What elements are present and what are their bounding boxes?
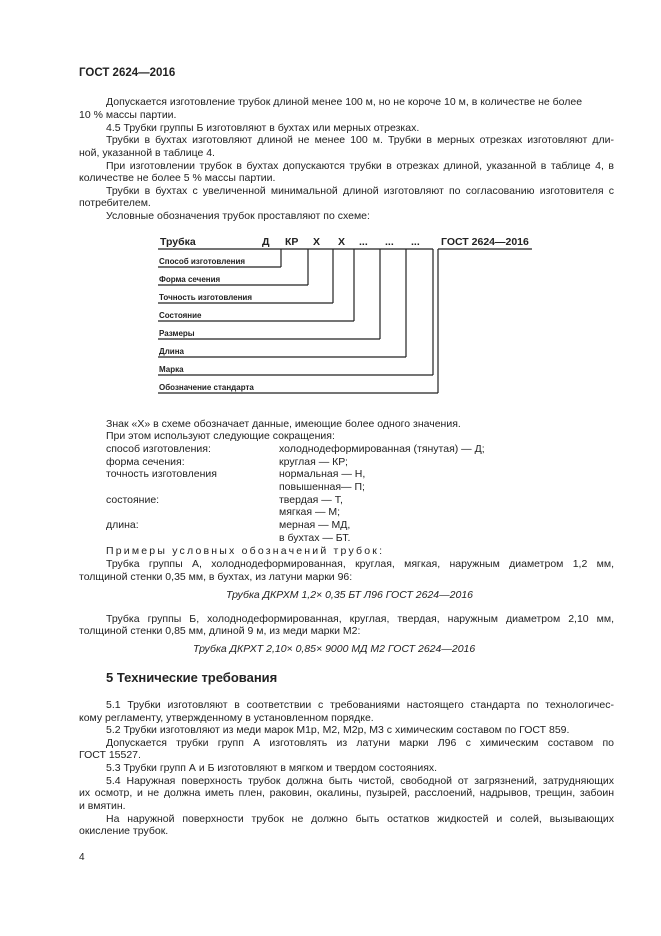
paragraph-line: толщиной стенки 0,35 мм, в бухтах, из латуни марки 96: [79,571,353,583]
paragraph-line: потребителем. [79,197,151,209]
scheme-label: Форма сечения [159,275,221,284]
examples-title: Примеры условных обозначений трубок: [106,545,385,557]
paragraph-line: толщиной стенки 0,85 мм, длиной 9 м, из меди марки М2: [79,625,361,637]
abbr-value: холоднодеформированная (тянутая) — Д; [279,443,485,455]
paragraph-line: Условные обозначения трубок проставляют по схеме: [106,210,370,222]
paragraph-line: Трубки в бухтах изготовляют длиной не менее 100 м. Трубки в мерных отрезках изготовляют дли- [106,134,614,146]
paragraph-line: Трубка группы А, холоднодеформированная, круглая, мягкая, наружным диаметром 1,2 мм, [106,558,614,570]
abbr-value: повышенная— П; [279,481,365,493]
scheme-head-trubka: Трубка [160,236,196,248]
scheme-label: Обозначение стандарта [159,383,254,392]
paragraph-line: ГОСТ 15527. [79,749,141,761]
abbr-value: в бухтах — БТ. [279,532,351,544]
page-number: 4 [79,852,85,863]
abbr-value: круглая — КР; [279,456,348,468]
scheme-label: Марка [159,365,184,374]
abbr-term: способ изготовления: [106,443,211,455]
paragraph-line: ной, указанной в таблице 4. [79,147,215,159]
paragraph-line: количестве не более 5 % массы партии. [79,172,276,184]
abbr-value: мягкая — М; [279,506,341,518]
abbr-term: состояние: [106,494,160,506]
abbr-term: форма сечения: [106,456,185,468]
scheme-head-method: Д [262,236,270,248]
scheme-label: Точность изготовления [159,293,252,302]
example-designation: Трубка ДКРХТ 2,10× 0,85× 9000 МД М2 ГОСТ 2624—2016 [193,643,476,655]
abbr-term: точность изготовления [106,468,217,480]
scheme-head-shape: КР [285,236,299,248]
scheme-head-standard: ГОСТ 2624—2016 [441,236,529,248]
paragraph-line: 5.2 Трубки изготовляют из меди марок М1р, М2, М2р, М3 с химическим составом по ГОСТ 859. [106,724,570,736]
paragraph-line: Трубка группы Б, холоднодеформированная, круглая, твердая, наружным диаметром 2,10 мм, [106,613,614,625]
paragraph-line: 10 % массы партии. [79,109,177,121]
scheme-head-precision: Х [313,236,321,248]
paragraph-line: кому регламенту, утвержденному в установленном порядке. [79,712,374,724]
example-designation: Трубка ДКРХМ 1,2× 0,35 БТ Л96 ГОСТ 2624—2016 [226,589,474,601]
scheme-head-length: ... [385,236,394,248]
paragraph-line: 4.5 Трубки группы Б изготовляют в бухтах или мерных отрезках. [106,122,420,134]
scheme-head-size: ... [359,236,368,248]
paragraph-line: На наружной поверхности трубок не должно быть остатков жидкостей и солей, вызывающих [106,813,614,825]
paragraph-line: 5.1 Трубки изготовляют в соответствии с требованиями настоящего стандарта по технологичес- [106,699,614,711]
scheme-label: Длина [159,347,184,356]
abbr-value: нормальная — Н, [279,468,366,480]
abbr-term: длина: [106,519,139,531]
document-header: ГОСТ 2624—2016 [79,67,176,79]
paragraph-line: Допускается изготовление трубок длиной менее 100 м, но не короче 10 м, в количестве не более [106,96,583,108]
paragraph-line: 5.3 Трубки групп А и Б изготовляют в мягком и твердом состояниях. [106,762,438,774]
paragraph-line: окисление трубок. [79,825,169,837]
paragraph-line: При изготовлении трубок в бухтах допускаются трубки в отрезках длиной, указанной в таблице 4, в [106,160,614,172]
section-title: 5 Технические требования [106,670,278,685]
abbr-value: твердая — Т, [279,494,343,506]
scheme-label: Размеры [159,329,195,338]
scheme-head-state: Х [338,236,346,248]
paragraph-line: При этом используют следующие сокращения: [106,430,335,442]
paragraph-line: Знак «Х» в схеме обозначает данные, имеющие более одного значения. [106,418,461,430]
paragraph-line: Допускается трубки групп А изготовлять из латуни марки Л96 с химическим составом по [106,737,614,749]
scheme-head-grade: ... [411,236,420,248]
scheme-label: Способ изготовления [159,257,246,266]
abbr-value: мерная — МД, [279,519,351,531]
paragraph-line: и вмятин. [79,800,126,812]
paragraph-line: 5.4 Наружная поверхность трубок должна быть чистой, свободной от загрязнений, затрудняющих [106,775,614,787]
scheme-label: Состояние [159,311,202,320]
paragraph-line: Трубки в бухтах с увеличенной минимальной длиной изготовляют по согласованию изготовителя с [106,185,614,197]
paragraph-line: их осмотр, и не должна иметь плен, раковин, окалины, пузырей, расслоений, надрывов, трещин, забоин [79,787,614,799]
